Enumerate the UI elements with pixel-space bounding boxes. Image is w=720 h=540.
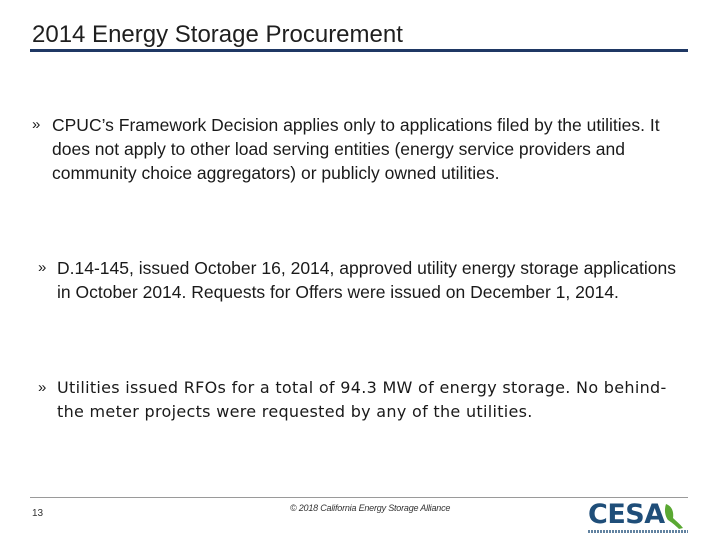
bullet-text-3: Utilities issued RFOs for a total of 94.3 MW of energy storage. No behind-the meter projects were requested by any of the utilities. [57,378,667,421]
bullet-text-2: D.14-145, issued October 16, 2014, approved utility energy storage applications in October 2014. Requests for Offers were issued on December 1, 2014. [57,258,676,302]
cesa-logo [588,500,688,536]
bullet-text-1: CPUC’s Framework Decision applies only to applications filed by the utilities. It does not apply to other load serving entities (energy service providers and community choice aggregators) or publicly owned utilities. [52,115,660,183]
bullet-chevron-icon: » [38,259,47,276]
bullet-item-2 [38,256,676,304]
logo-wordmark: CESA [588,499,665,530]
leaf-icon [662,502,684,530]
bullet-item-3 [38,376,678,424]
footer-divider [30,497,688,498]
bullet-chevron-icon: » [32,116,41,133]
slide-title: 2014 Energy Storage Procurement [32,21,403,48]
copyright-notice: © 2018 California Energy Storage Alliance [290,503,451,513]
page-number: 13 [32,508,44,519]
bullet-chevron-icon: » [38,379,47,396]
logo-tagline-mark [588,530,688,533]
title-underline [30,49,688,52]
bullet-item-1 [32,113,682,185]
